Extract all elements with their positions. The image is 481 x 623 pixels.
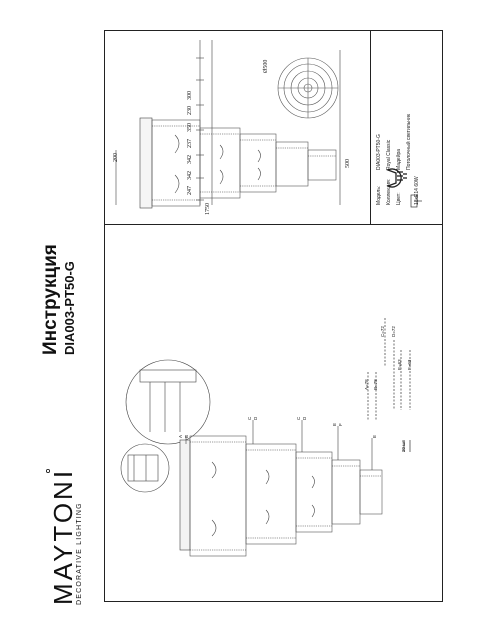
collection-value: Royal Classic [386, 139, 392, 170]
part-label-e1: E [332, 422, 337, 426]
dim-total-height: 1750 [205, 203, 211, 215]
dim-segment-6: 230 [187, 106, 193, 115]
part-label-c1: C [247, 416, 252, 420]
chain-label-b: B=78 [373, 379, 378, 390]
lamp-spec: 18xE14 60W [414, 176, 420, 205]
part-label-b: B [184, 434, 189, 438]
dim-segment-7: 300 [187, 91, 193, 100]
color-value: Мадейра [396, 148, 402, 170]
part-label-d2: D [302, 416, 307, 420]
assembly-drawing [121, 360, 382, 556]
part-label-e2: E [372, 434, 377, 438]
chain-label-e: E=63 [397, 359, 402, 370]
dim-segment-2: 342 [187, 171, 193, 180]
brand-tagline: DECORATIVE LIGHTING [76, 502, 83, 605]
dim-ceiling-diameter: Ø500 [263, 59, 269, 73]
color-label: Цвет: [396, 192, 402, 205]
chain-label-f: F=63 [407, 359, 412, 370]
dim-segment-1: 247 [187, 186, 193, 195]
dim-segment-5: 350 [187, 123, 193, 132]
chain-label-a: A=78 [364, 379, 369, 390]
brand-logo: MAYTONI [48, 467, 78, 605]
model-value: DIA003-PT50-G [376, 134, 382, 170]
ceiling-plate-top-view [278, 58, 338, 118]
ceiling-lamp-icon [411, 195, 422, 207]
dim-top-height: 200 [113, 153, 119, 162]
model-label: Модель: [376, 185, 382, 205]
bulb-icon [388, 169, 407, 187]
dim-side-width: 500 [345, 159, 351, 168]
elevation-drawing [116, 40, 340, 208]
chain-label-c: C=72 [380, 326, 385, 337]
chain-count-note: 20 шт [401, 440, 406, 452]
part-label-a: A [178, 434, 183, 438]
logo-dot-icon [46, 469, 49, 472]
part-label-f: F [338, 423, 343, 426]
part-label-c2: C [296, 416, 301, 420]
collection-label: Коллекция: [386, 178, 392, 205]
document-title: Инструкция [40, 244, 61, 355]
chains [368, 318, 410, 452]
document-model: DIA003-PT50-G [62, 261, 77, 355]
dim-segment-4: 237 [187, 139, 193, 148]
detail-circle-large [126, 360, 210, 444]
dim-segment-3: 342 [187, 155, 193, 164]
chain-label-d: D=72 [391, 326, 396, 337]
part-label-d1: D [253, 416, 258, 420]
type-value: Потолочный светильник [406, 113, 412, 170]
